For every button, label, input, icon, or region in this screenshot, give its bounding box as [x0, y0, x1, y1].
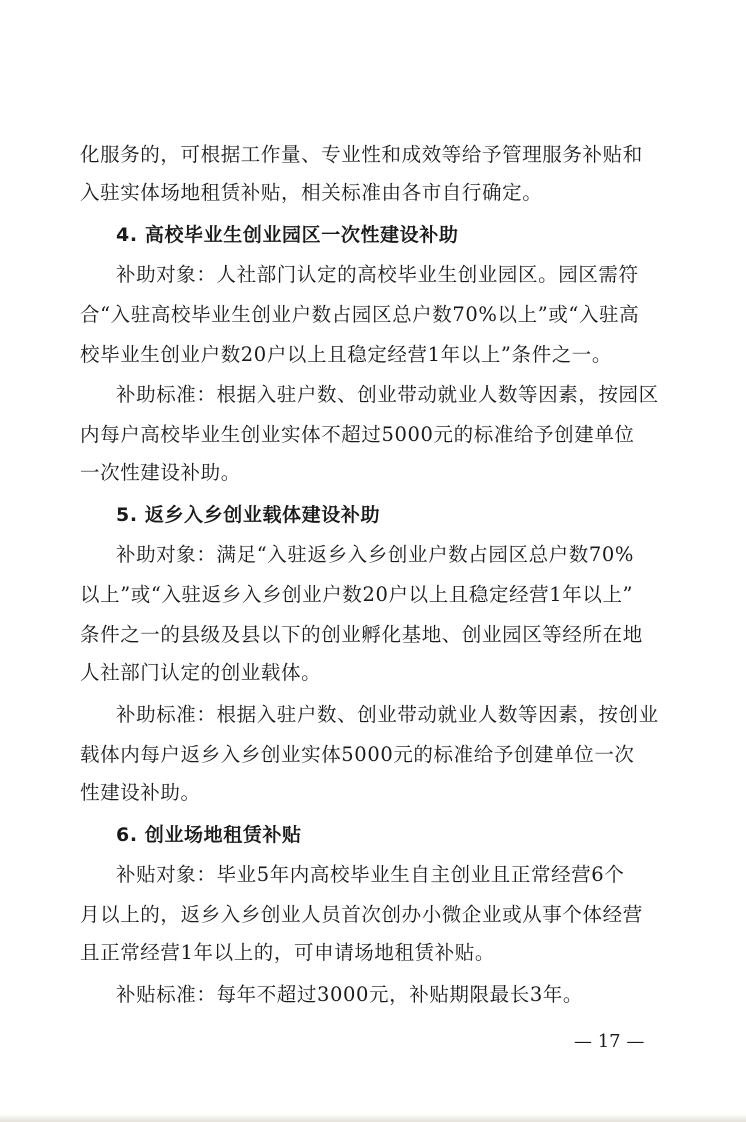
- body-text-line: 补助对象：满足“入驻返乡入乡创业户数占园区总户数70%: [116, 543, 635, 566]
- body-text-line: 补助标准：根据入驻户数、创业带动就业人数等因素，按园区: [116, 383, 659, 406]
- body-text-line: 性建设补助。: [80, 781, 201, 804]
- body-text-line: 条件之一的县级及县以下的创业孵化基地、创业园区等经所在地: [80, 623, 643, 646]
- scan-bottom-edge: [0, 1114, 746, 1122]
- body-text-line: 化服务的，可根据工作量、专业性和成效等给予管理服务补贴和: [80, 143, 643, 166]
- body-text-line: 补助对象：人社部门认定的高校毕业生创业园区。园区需符: [116, 263, 639, 286]
- body-text-line: 载体内每户返乡入乡创业实体5000元的标准给予创建单位一次: [80, 743, 635, 766]
- body-text-line: 月以上的，返乡入乡创业人员首次创办小微企业或从事个体经营: [80, 903, 643, 926]
- page-number: — 17 —: [574, 1031, 645, 1052]
- section-heading-6: 6. 创业场地租赁补贴: [116, 824, 302, 846]
- body-text-line: 补贴标准：每年不超过3000元，补贴期限最长3年。: [116, 983, 584, 1006]
- body-text-line: 一次性建设补助。: [80, 461, 241, 484]
- body-text-line: 人社部门认定的创业载体。: [80, 661, 322, 684]
- section-heading-4: 4. 高校毕业生创业园区一次性建设补助: [116, 224, 459, 246]
- body-text-line: 以上”或“入驻返乡入乡创业户数20户以上且稳定经营1年以上”: [80, 583, 634, 606]
- body-text-line: 且正常经营1年以上的，可申请场地租赁补贴。: [80, 941, 496, 964]
- body-text-line: 内每户高校毕业生创业实体不超过5000元的标准给予创建单位: [80, 423, 635, 446]
- body-text-line: 入驻实体场地租赁补贴，相关标准由各市自行确定。: [80, 181, 543, 204]
- section-heading-5: 5. 返乡入乡创业载体建设补助: [116, 504, 381, 526]
- body-text-line: 校毕业生创业户数20户以上且稳定经营1年以上”条件之一。: [80, 343, 612, 366]
- body-text-line: 合“入驻高校毕业生创业户数占园区总户数70%以上”或“入驻高: [80, 303, 640, 326]
- body-text-line: 补助标准：根据入驻户数、创业带动就业人数等因素，按创业: [116, 703, 659, 726]
- body-text-line: 补贴对象：毕业5年内高校毕业生自主创业且正常经营6个: [116, 863, 625, 886]
